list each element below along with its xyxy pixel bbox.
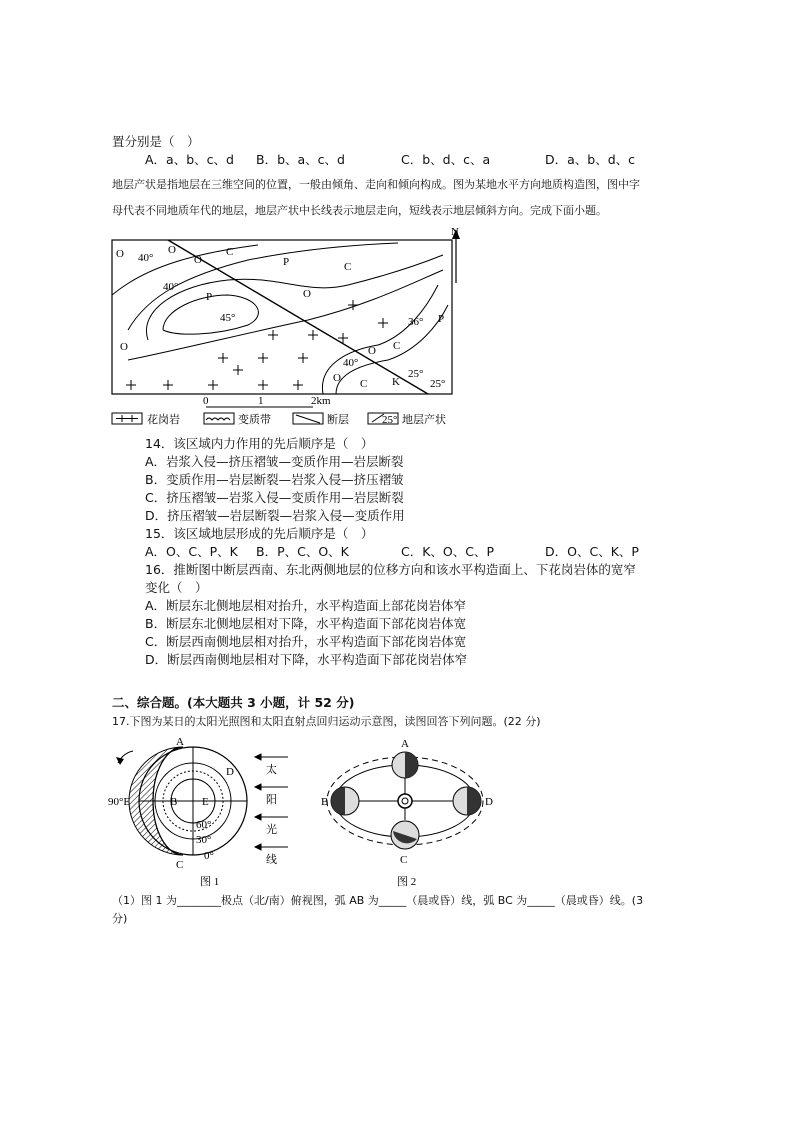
intro-line-1: 地层产状是指地层在三维空间的位置，一般由倾角、走向和倾向构成。图为某地水平方向地质构造图，图中字 bbox=[112, 178, 640, 191]
svg-text:C: C bbox=[344, 261, 352, 273]
svg-text:K: K bbox=[392, 376, 400, 388]
svg-text:变质带: 变质带 bbox=[238, 414, 271, 426]
svg-text:P: P bbox=[206, 291, 213, 303]
svg-text:线: 线 bbox=[266, 854, 277, 866]
q16-option-b: B．断层东北侧地层相对下降，水平构造面下部花岗岩体宽 bbox=[145, 616, 467, 631]
intro-line-2: 母代表不同地质年代的地层，地层产状中长线表示地层走向，短线表示地层倾斜方向。完成下面小题。 bbox=[112, 204, 607, 217]
svg-text:D: D bbox=[226, 766, 234, 778]
svg-text:O: O bbox=[303, 288, 311, 300]
svg-text:40°: 40° bbox=[163, 281, 179, 293]
svg-text:25°: 25° bbox=[430, 378, 446, 390]
svg-text:C: C bbox=[226, 246, 234, 258]
svg-text:0: 0 bbox=[203, 395, 209, 407]
svg-text:P: P bbox=[438, 313, 445, 325]
svg-text:30°: 30° bbox=[196, 834, 212, 846]
q17-stem: 17.下图为某日的太阳光照图和太阳直射点回归运动示意图，读图回答下列问题。(22 分) bbox=[112, 715, 541, 728]
svg-text:C: C bbox=[393, 340, 401, 352]
svg-text:O: O bbox=[116, 248, 124, 260]
svg-text:图 2: 图 2 bbox=[397, 876, 417, 888]
svg-text:60°: 60° bbox=[196, 819, 212, 831]
q14-option-c: C．挤压褶皱—岩浆入侵—变质作用—岩层断裂 bbox=[145, 490, 404, 505]
svg-text:O: O bbox=[333, 372, 341, 384]
q13-stem-tail: 置分别是（ ） bbox=[112, 134, 200, 149]
svg-text:90°E: 90°E bbox=[108, 796, 131, 808]
q16-stem-line-1: 16．推断图中断层西南、东北两侧地层的位移方向和该水平构造面上、下花岗岩体的宽窄 bbox=[145, 562, 636, 577]
svg-text:O: O bbox=[368, 345, 376, 357]
q14-stem: 14．该区域内力作用的先后顺序是（ ） bbox=[145, 436, 374, 451]
svg-text:25°: 25° bbox=[408, 368, 424, 380]
svg-text:O: O bbox=[120, 341, 128, 353]
svg-text:40°: 40° bbox=[343, 357, 359, 369]
svg-text:36°: 36° bbox=[408, 316, 424, 328]
svg-text:地层产状: 地层产状 bbox=[402, 414, 446, 426]
svg-text:C: C bbox=[400, 854, 408, 866]
svg-text:O: O bbox=[168, 244, 176, 256]
svg-text:45°: 45° bbox=[220, 312, 236, 324]
q15-stem: 15．该区域地层形成的先后顺序是（ ） bbox=[145, 526, 374, 541]
q17-1-line-1: （1）图 1 为________极点（北/南）俯视图，弧 AB 为_____（晨或昏）线，弧 BC 为_____（晨或昏）线。(3 bbox=[112, 894, 644, 907]
svg-text:A: A bbox=[401, 738, 409, 750]
svg-text:阳: 阳 bbox=[266, 794, 277, 806]
svg-text:2km: 2km bbox=[311, 395, 331, 407]
svg-text:断层: 断层 bbox=[327, 414, 349, 426]
svg-text:25°: 25° bbox=[382, 414, 398, 426]
svg-text:花岗岩: 花岗岩 bbox=[147, 414, 180, 426]
svg-text:A: A bbox=[176, 736, 184, 748]
q15-option-a: A．O、C、P、K bbox=[145, 544, 238, 559]
svg-text:0°: 0° bbox=[204, 850, 214, 862]
svg-text:D: D bbox=[485, 796, 493, 808]
q14-option-d: D．挤压褶皱—岩层断裂—岩浆入侵—变质作用 bbox=[145, 508, 405, 523]
figure-2-orbit-diagram bbox=[315, 735, 505, 890]
svg-text:40°: 40° bbox=[138, 252, 154, 264]
figure-1-sunlight-diagram bbox=[108, 735, 308, 890]
q16-option-c: C．断层西南侧地层相对抬升，水平构造面下部花岗岩体宽 bbox=[145, 634, 467, 649]
q15-option-d: D．O、C、K、P bbox=[545, 544, 639, 559]
svg-text:图 1: 图 1 bbox=[200, 876, 220, 888]
q16-stem-line-2: 变化（ ） bbox=[145, 580, 208, 595]
svg-text:O: O bbox=[194, 254, 202, 266]
geologic-map bbox=[108, 225, 468, 430]
svg-text:C: C bbox=[176, 859, 184, 871]
q16-option-a: A．断层东北侧地层相对抬升，水平构造面上部花岗岩体窄 bbox=[145, 598, 467, 613]
q13-option-a: A．a、b、c、d bbox=[145, 152, 234, 167]
q13-option-c: C．b、d、c、a bbox=[401, 152, 491, 167]
q14-option-b: B．变质作用—岩层断裂—岩浆入侵—挤压褶皱 bbox=[145, 472, 404, 487]
svg-text:E: E bbox=[202, 796, 209, 808]
svg-text:B: B bbox=[170, 796, 178, 808]
q15-option-c: C．K、O、C、P bbox=[401, 544, 495, 559]
north-label: N bbox=[451, 226, 459, 238]
q13-option-b: B．b、a、c、d bbox=[256, 152, 345, 167]
q14-option-a: A．岩浆入侵—挤压褶皱—变质作用—岩层断裂 bbox=[145, 454, 404, 469]
svg-text:P: P bbox=[283, 256, 290, 268]
q15-option-b: B．P、C、O、K bbox=[256, 544, 349, 559]
q17-1-line-2: 分) bbox=[112, 912, 128, 925]
svg-text:B: B bbox=[321, 796, 329, 808]
svg-text:1: 1 bbox=[258, 395, 264, 407]
svg-text:光: 光 bbox=[266, 824, 277, 836]
svg-text:C: C bbox=[360, 378, 368, 390]
section-2-heading: 二、综合题。(本大题共 3 小题，计 52 分) bbox=[112, 695, 355, 710]
q16-option-d: D．断层西南侧地层相对下降，水平构造面下部花岗岩体窄 bbox=[145, 652, 468, 667]
q13-option-d: D．a、b、d、c bbox=[545, 152, 636, 167]
svg-text:太: 太 bbox=[266, 764, 277, 776]
